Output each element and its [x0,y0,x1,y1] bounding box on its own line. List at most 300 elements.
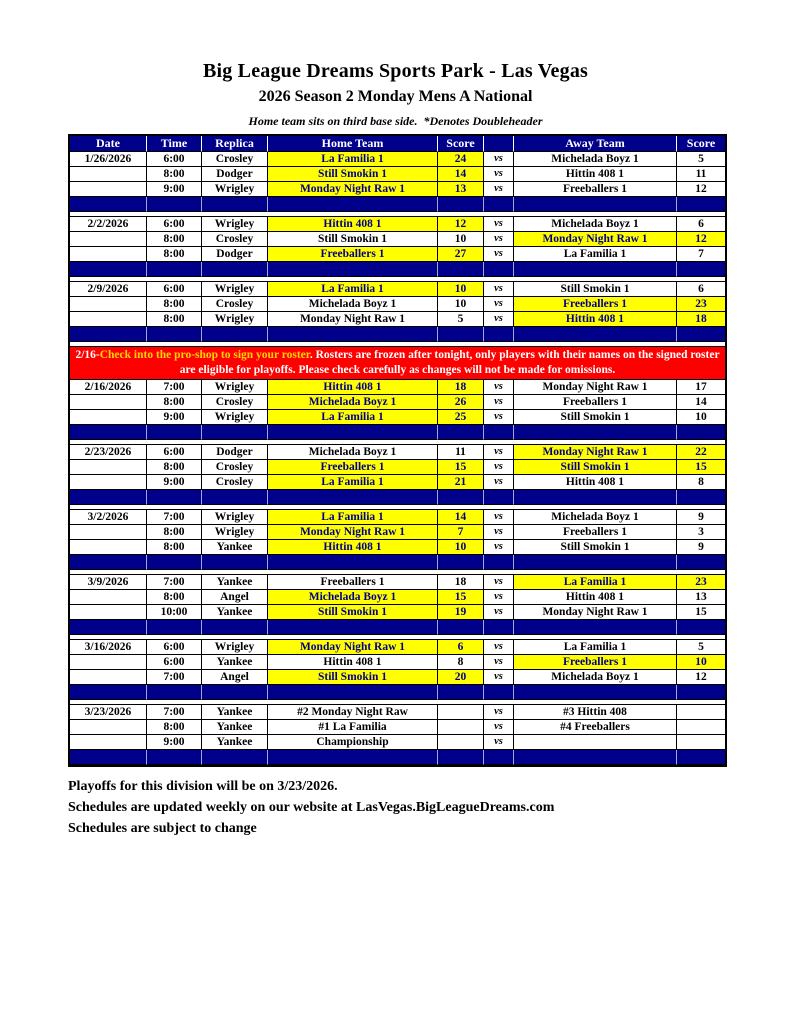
game-row [70,282,725,297]
away-score-cell: 18 [677,312,725,327]
column-header-home-team: Home Team [268,136,438,152]
date-cell [70,460,147,475]
separator-cell [484,685,514,700]
time-cell: 8:00 [147,247,202,262]
away-score-cell [677,720,725,735]
home-score-cell: 15 [438,590,484,605]
date-cell [70,735,147,750]
game-row [70,167,725,182]
column-header-vs [484,136,514,152]
away-team-cell: Freeballers 1 [514,525,677,540]
vs-cell: vs [484,282,514,297]
time-cell: 7:00 [147,575,202,590]
date-cell [70,182,147,197]
away-score-cell: 23 [677,575,725,590]
game-row [70,720,725,735]
date-cell [70,395,147,410]
vs-cell: vs [484,152,514,167]
away-team-cell: Freeballers 1 [514,182,677,197]
home-team-cell: Hittin 408 1 [268,540,438,555]
separator-cell [484,750,514,765]
game-row [70,575,725,590]
away-score-cell: 8 [677,475,725,490]
away-score-cell: 12 [677,182,725,197]
vs-cell: vs [484,510,514,525]
vs-cell: vs [484,525,514,540]
away-team-cell: Monday Night Raw 1 [514,232,677,247]
separator-cell [147,197,202,212]
home-score-cell: 10 [438,282,484,297]
home-score-cell: 26 [438,395,484,410]
separator-cell [70,490,147,505]
page-title: Big League Dreams Sports Park - Las Vegas [202,60,589,82]
game-row [70,217,725,232]
vs-cell: vs [484,655,514,670]
home-team-cell: #2 Monday Night Raw [268,705,438,720]
time-cell: 9:00 [147,735,202,750]
roster-notice-cell [70,347,725,380]
home-score-cell: 10 [438,297,484,312]
away-score-cell: 12 [677,232,725,247]
separator-cell [202,262,268,277]
vs-cell: vs [484,670,514,685]
game-row [70,297,725,312]
home-team-cell: Monday Night Raw 1 [268,182,438,197]
separator-cell [147,327,202,342]
separator-cell [70,620,147,635]
separator-cell [70,555,147,570]
away-team-cell: La Familia 1 [514,247,677,262]
away-score-cell: 12 [677,670,725,685]
home-team-cell: Hittin 408 1 [268,655,438,670]
schedule-table-body [70,152,725,765]
replica-cell: Wrigley [202,380,268,395]
away-score-cell [677,735,725,750]
replica-cell: Dodger [202,167,268,182]
separator-cell [268,262,438,277]
column-header-score: Score [438,136,484,152]
away-team-cell: La Familia 1 [514,575,677,590]
separator-cell [70,750,147,765]
home-team-cell: Monday Night Raw 1 [268,312,438,327]
time-cell: 9:00 [147,475,202,490]
separator-row [70,490,725,505]
away-team-cell: Hittin 408 1 [514,475,677,490]
separator-cell [147,425,202,440]
home-score-cell: 25 [438,410,484,425]
time-cell: 8:00 [147,297,202,312]
vs-cell: vs [484,247,514,262]
date-cell: 3/16/2026 [70,640,147,655]
separator-cell [484,555,514,570]
home-team-cell: La Familia 1 [268,282,438,297]
home-score-cell: 19 [438,605,484,620]
home-team-cell: Michelada Boyz 1 [268,445,438,460]
separator-row [70,262,725,277]
replica-cell: Wrigley [202,312,268,327]
replica-cell: Yankee [202,735,268,750]
separator-cell [514,685,677,700]
time-cell: 8:00 [147,232,202,247]
home-score-cell: 5 [438,312,484,327]
game-row [70,410,725,425]
game-row [70,540,725,555]
separator-cell [484,262,514,277]
separator-cell [514,327,677,342]
date-cell: 2/23/2026 [70,445,147,460]
home-score-cell [438,720,484,735]
separator-cell [484,327,514,342]
replica-cell: Crosley [202,475,268,490]
separator-cell [202,197,268,212]
vs-cell: vs [484,475,514,490]
separator-cell [202,490,268,505]
separator-row [70,327,725,342]
date-cell [70,590,147,605]
home-score-cell: 14 [438,510,484,525]
game-row [70,445,725,460]
separator-cell [147,685,202,700]
away-team-cell: Monday Night Raw 1 [514,605,677,620]
time-cell: 7:00 [147,670,202,685]
home-score-cell: 18 [438,575,484,590]
home-team-cell: Michelada Boyz 1 [268,395,438,410]
away-team-cell: #3 Hittin 408 [514,705,677,720]
home-team-cell: Freeballers 1 [268,247,438,262]
replica-cell: Angel [202,670,268,685]
away-team-cell: Michelada Boyz 1 [514,152,677,167]
separator-row [70,620,725,635]
separator-cell [70,262,147,277]
game-row [70,380,725,395]
date-cell [70,605,147,620]
date-cell [70,312,147,327]
date-cell [70,475,147,490]
separator-cell [677,555,725,570]
time-cell: 8:00 [147,540,202,555]
notice-segment: . Rosters are frozen after tonight, only players with their names on the signed roster are eligible for playoffs. Please check carefully as changes will not be made for omissions. [179,349,720,376]
separator-cell [438,262,484,277]
replica-cell: Crosley [202,232,268,247]
replica-cell: Yankee [202,720,268,735]
home-score-cell: 10 [438,540,484,555]
home-team-cell: Monday Night Raw 1 [268,525,438,540]
separator-row [70,750,725,765]
game-row [70,655,725,670]
away-team-cell: #4 Freeballers [514,720,677,735]
separator-cell [438,197,484,212]
notice-segment: 2/16- [75,349,100,361]
home-team-cell: Championship [268,735,438,750]
schedule-table [68,134,727,767]
vs-cell: vs [484,217,514,232]
time-cell: 9:00 [147,182,202,197]
away-team-cell: La Familia 1 [514,640,677,655]
time-cell: 9:00 [147,410,202,425]
separator-row [70,425,725,440]
home-score-cell [438,735,484,750]
separator-cell [514,262,677,277]
separator-cell [438,490,484,505]
time-cell: 6:00 [147,282,202,297]
vs-cell: vs [484,312,514,327]
separator-row [70,197,725,212]
separator-cell [202,327,268,342]
separator-cell [70,685,147,700]
away-team-cell: Michelada Boyz 1 [514,217,677,232]
home-score-cell: 7 [438,525,484,540]
time-cell: 6:00 [147,152,202,167]
separator-cell [514,425,677,440]
away-score-cell: 17 [677,380,725,395]
away-team-cell: Freeballers 1 [514,395,677,410]
away-score-cell [677,705,725,720]
separator-cell [70,327,147,342]
separator-cell [438,555,484,570]
away-team-cell: Still Smokin 1 [514,540,677,555]
vs-cell: vs [484,232,514,247]
vs-cell: vs [484,540,514,555]
away-score-cell: 11 [677,167,725,182]
footer-subject-to-change-note: Schedules are subject to change [68,821,257,836]
time-cell: 7:00 [147,380,202,395]
replica-cell: Yankee [202,605,268,620]
separator-cell [202,750,268,765]
vs-cell: vs [484,460,514,475]
home-team-note: Home team sits on third base side. *Denotes Doubleheader [248,114,543,128]
away-score-cell: 23 [677,297,725,312]
separator-cell [484,490,514,505]
time-cell: 6:00 [147,655,202,670]
replica-cell: Yankee [202,540,268,555]
time-cell: 7:00 [147,510,202,525]
separator-cell [268,197,438,212]
away-team-cell: Monday Night Raw 1 [514,445,677,460]
date-cell [70,720,147,735]
separator-row [70,555,725,570]
vs-cell: vs [484,735,514,750]
home-score-cell: 15 [438,460,484,475]
date-cell: 2/9/2026 [70,282,147,297]
away-team-cell: Freeballers 1 [514,297,677,312]
separator-cell [514,750,677,765]
away-team-cell: Michelada Boyz 1 [514,510,677,525]
home-score-cell: 24 [438,152,484,167]
home-team-cell: Still Smokin 1 [268,605,438,620]
home-team-cell: Still Smokin 1 [268,670,438,685]
replica-cell: Yankee [202,705,268,720]
notice-segment: Check into the pro-shop to sign your roster [99,349,310,361]
game-row [70,247,725,262]
separator-cell [677,197,725,212]
home-score-cell: 14 [438,167,484,182]
separator-cell [514,555,677,570]
separator-cell [438,685,484,700]
separator-cell [438,425,484,440]
vs-cell: vs [484,410,514,425]
vs-cell: vs [484,590,514,605]
separator-cell [202,620,268,635]
date-cell [70,232,147,247]
separator-cell [147,750,202,765]
game-row [70,590,725,605]
date-cell: 3/2/2026 [70,510,147,525]
away-score-cell: 9 [677,510,725,525]
away-score-cell: 5 [677,640,725,655]
separator-cell [677,262,725,277]
replica-cell: Dodger [202,247,268,262]
separator-cell [202,555,268,570]
game-row [70,152,725,167]
separator-cell [147,490,202,505]
separator-cell [70,197,147,212]
separator-cell [677,685,725,700]
game-row [70,395,725,410]
column-header-score-away: Score [677,136,725,152]
time-cell: 8:00 [147,312,202,327]
header-row [70,136,725,152]
separator-cell [677,327,725,342]
vs-cell: vs [484,575,514,590]
time-cell: 8:00 [147,167,202,182]
home-score-cell: 21 [438,475,484,490]
home-score-cell: 6 [438,640,484,655]
vs-cell: vs [484,705,514,720]
date-cell [70,167,147,182]
separator-cell [677,490,725,505]
away-score-cell: 10 [677,410,725,425]
away-team-cell: Still Smokin 1 [514,460,677,475]
time-cell: 8:00 [147,395,202,410]
time-cell: 10:00 [147,605,202,620]
separator-cell [268,490,438,505]
away-team-cell: Michelada Boyz 1 [514,670,677,685]
home-team-cell: Still Smokin 1 [268,232,438,247]
date-cell: 3/23/2026 [70,705,147,720]
home-team-cell: La Familia 1 [268,410,438,425]
game-row [70,670,725,685]
away-score-cell: 6 [677,282,725,297]
separator-cell [484,620,514,635]
separator-cell [202,425,268,440]
vs-cell: vs [484,605,514,620]
away-team-cell: Still Smokin 1 [514,410,677,425]
game-row [70,705,725,720]
date-cell [70,297,147,312]
replica-cell: Wrigley [202,640,268,655]
separator-cell [268,750,438,765]
vs-cell: vs [484,182,514,197]
home-score-cell: 18 [438,380,484,395]
home-score-cell [438,705,484,720]
game-row [70,312,725,327]
home-team-cell: Monday Night Raw 1 [268,640,438,655]
game-row [70,640,725,655]
separator-cell [147,555,202,570]
replica-cell: Wrigley [202,525,268,540]
separator-cell [438,327,484,342]
time-cell: 8:00 [147,590,202,605]
away-score-cell: 13 [677,590,725,605]
schedule-table-head [70,136,725,152]
separator-cell [70,425,147,440]
date-cell: 1/26/2026 [70,152,147,167]
separator-cell [268,425,438,440]
separator-cell [268,555,438,570]
separator-cell [484,197,514,212]
home-score-cell: 20 [438,670,484,685]
replica-cell: Wrigley [202,510,268,525]
column-header-away-team: Away Team [514,136,677,152]
vs-cell: vs [484,297,514,312]
date-cell [70,655,147,670]
footer-notes [68,776,791,839]
home-team-cell: #1 La Familia [268,720,438,735]
separator-cell [514,197,677,212]
column-header-replica: Replica [202,136,268,152]
date-cell: 3/9/2026 [70,575,147,590]
away-team-cell: Monday Night Raw 1 [514,380,677,395]
home-score-cell: 27 [438,247,484,262]
away-team-cell: Hittin 408 1 [514,312,677,327]
separator-cell [677,620,725,635]
away-score-cell: 15 [677,605,725,620]
away-score-cell: 22 [677,445,725,460]
replica-cell: Yankee [202,655,268,670]
separator-cell [677,750,725,765]
home-team-cell: La Familia 1 [268,510,438,525]
home-team-cell: Hittin 408 1 [268,380,438,395]
separator-cell [677,425,725,440]
home-score-cell: 11 [438,445,484,460]
date-cell [70,247,147,262]
time-cell: 8:00 [147,720,202,735]
separator-cell [514,490,677,505]
home-team-cell: Hittin 408 1 [268,217,438,232]
separator-cell [438,750,484,765]
vs-cell: vs [484,640,514,655]
away-score-cell: 7 [677,247,725,262]
vs-cell: vs [484,380,514,395]
home-score-cell: 8 [438,655,484,670]
separator-cell [268,685,438,700]
home-team-cell: Freeballers 1 [268,575,438,590]
replica-cell: Yankee [202,575,268,590]
date-cell [70,670,147,685]
replica-cell: Angel [202,590,268,605]
game-row [70,605,725,620]
home-team-cell: La Familia 1 [268,475,438,490]
game-row [70,475,725,490]
home-team-cell: La Familia 1 [268,152,438,167]
away-team-cell: Freeballers 1 [514,655,677,670]
roster-notice-row [70,347,725,380]
away-team-cell: Hittin 408 1 [514,167,677,182]
page-subtitle: 2026 Season 2 Monday Mens A National [258,88,533,105]
separator-cell [268,620,438,635]
vs-cell: vs [484,445,514,460]
home-score-cell: 13 [438,182,484,197]
date-cell: 2/16/2026 [70,380,147,395]
home-team-cell: Michelada Boyz 1 [268,590,438,605]
column-header-time: Time [147,136,202,152]
date-cell [70,525,147,540]
replica-cell: Crosley [202,297,268,312]
game-row [70,510,725,525]
game-row [70,232,725,247]
game-row [70,735,725,750]
time-cell: 7:00 [147,705,202,720]
